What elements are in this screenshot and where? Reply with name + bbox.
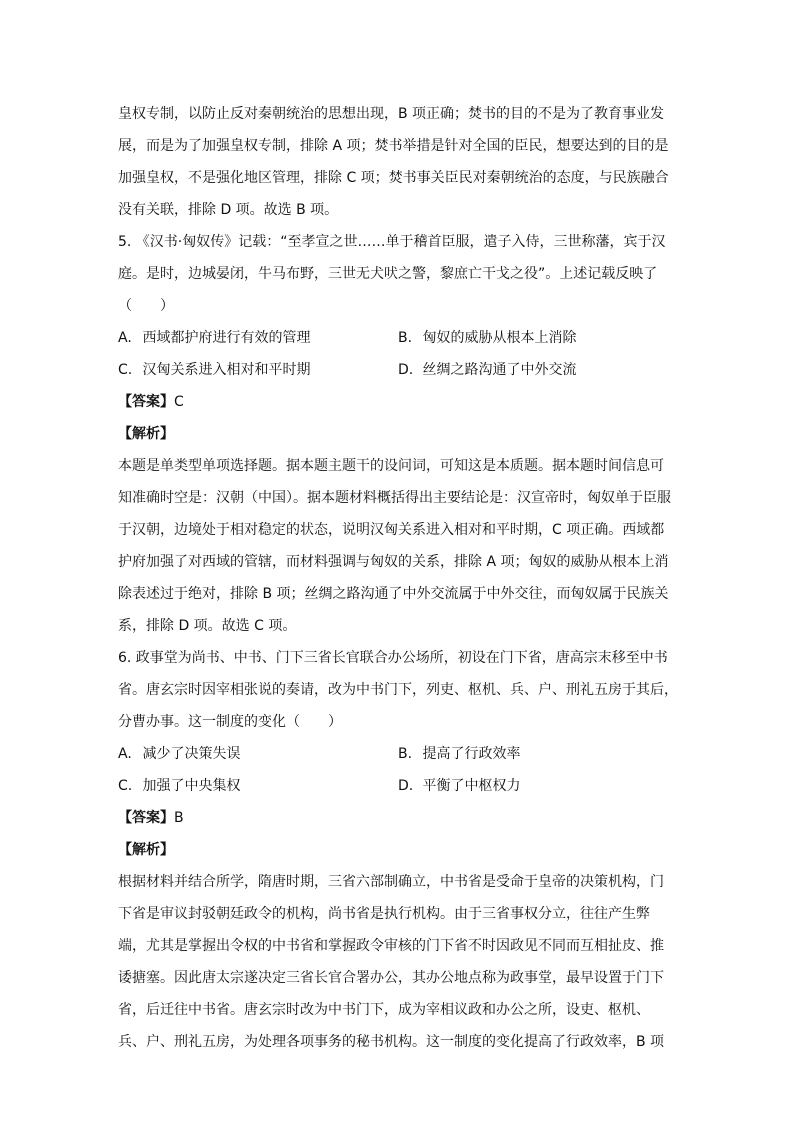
analysis-line: 皇权专制，以防止反对秦朝统治的思想出现，B 项正确；焚书的目的不是为了教育事业发 xyxy=(118,106,665,122)
answer-value: C xyxy=(174,394,184,410)
analysis-line: 端，尤其是掌握出令权的中书省和掌握政令审核的门下省不时因政见不同而互相扯皮、推 xyxy=(118,938,664,954)
analysis-line: 于汉朝，边境处于相对稳定的状态，说明汉匈关系进入相对和平时期，C 项正确。西域都 xyxy=(118,522,665,538)
option-b: B. 提高了行政效率 xyxy=(398,746,521,762)
option-a: A. 西域都护府进行有效的管理 xyxy=(118,330,311,346)
question-5-options-row xyxy=(118,322,678,354)
analysis-line: 系，排除 D 项。故选 C 项。 xyxy=(118,618,297,634)
analysis-line: 知准确时空是：汉朝（中国）。据本题材料概括得出主要结论是：汉宣帝时，匈奴单于臣服 xyxy=(118,490,671,506)
option-d: D. 丝绸之路沟通了中外交流 xyxy=(398,362,577,378)
analysis-line: 护府加强了对西域的管辖，而材料强调与匈奴的关系，排除 A 项；匈奴的威胁从根本上消 xyxy=(118,554,669,570)
analysis-line: 根据材料并结合所学，隋唐时期，三省六部制确立，中书省是受命于皇帝的决策机构，门 xyxy=(118,874,664,890)
answer-value: B xyxy=(174,810,184,826)
answer-tag: 【答案】B xyxy=(118,810,184,826)
question-6-stem: 省。唐玄宗时因宰相张说的奏请，改为中书门下，列吏、枢机、兵、户、刑礼五房于其后， xyxy=(118,682,678,698)
analysis-line: 本题是单类型单项选择题。据本题主题干的设问词，可知这是本质题。据本题时间信息可 xyxy=(118,458,664,474)
question-6-stem: 6. 政事堂为尚书、中书、门下三省长官联合办公场所，初设在门下省，唐高宗末移至中书 xyxy=(118,650,668,666)
analysis-line: 加强皇权，不是强化地区管理，排除 C 项；焚书事关臣民对秦朝统治的态度，与民族融合 xyxy=(118,170,669,186)
analysis-line: 省，后迁往中书省。唐玄宗时改为中书门下，成为宰相议政和办公之所，设吏、枢机、 xyxy=(118,1002,650,1018)
question-6-options-row xyxy=(118,770,678,802)
question-6-options-row xyxy=(118,738,678,770)
question-5-options-row xyxy=(118,354,678,386)
document-page xyxy=(118,98,678,1058)
question-5-stem: （ ） xyxy=(118,298,174,314)
analysis-tag: 【解析】 xyxy=(118,842,174,858)
question-5-stem: 庭。是时，边城晏闭，牛马布野，三世无犬吠之警，黎庶亡干戈之役”。上述记载反映了 xyxy=(118,266,658,282)
analysis-line: 除表述过于绝对，排除 B 项；丝绸之路沟通了中外交流属于中外交往，而匈奴属于民族关 xyxy=(118,586,669,602)
option-c: C. 汉匈关系进入相对和平时期 xyxy=(118,362,311,378)
option-d: D. 平衡了中枢权力 xyxy=(398,778,521,794)
analysis-line: 兵、户、刑礼五房，为处理各项事务的秘书机构。这一制度的变化提高了行政效率，B 项 xyxy=(118,1034,665,1050)
answer-tag: 【答案】C xyxy=(118,394,184,410)
analysis-line: 没有关联，排除 D 项。故选 B 项。 xyxy=(118,202,339,218)
option-a: A. 减少了决策失误 xyxy=(118,746,241,762)
analysis-tag: 【解析】 xyxy=(118,426,174,442)
analysis-line: 诿搪塞。因此唐太宗遂决定三省长官合署办公，其办公地点称为政事堂，最早设置于门下 xyxy=(118,970,664,986)
question-5-stem: 5. 《汉书·匈奴传》记载：“至孝宣之世……单于稽首臣服，遣子入侍，三世称藩，宾于汉 xyxy=(118,234,666,250)
analysis-line: 下省是审议封驳朝廷政令的机构，尚书省是执行机构。由于三省事权分立，往往产生弊 xyxy=(118,906,650,922)
question-6-stem: 分曹办事。这一制度的变化（ ） xyxy=(118,714,342,730)
option-c: C. 加强了中央集权 xyxy=(118,778,241,794)
analysis-line: 展，而是为了加强皇权专制，排除 A 项；焚书举措是针对全国的臣民，想要达到的目的是 xyxy=(118,138,669,154)
option-b: B. 匈奴的威胁从根本上消除 xyxy=(398,330,577,346)
